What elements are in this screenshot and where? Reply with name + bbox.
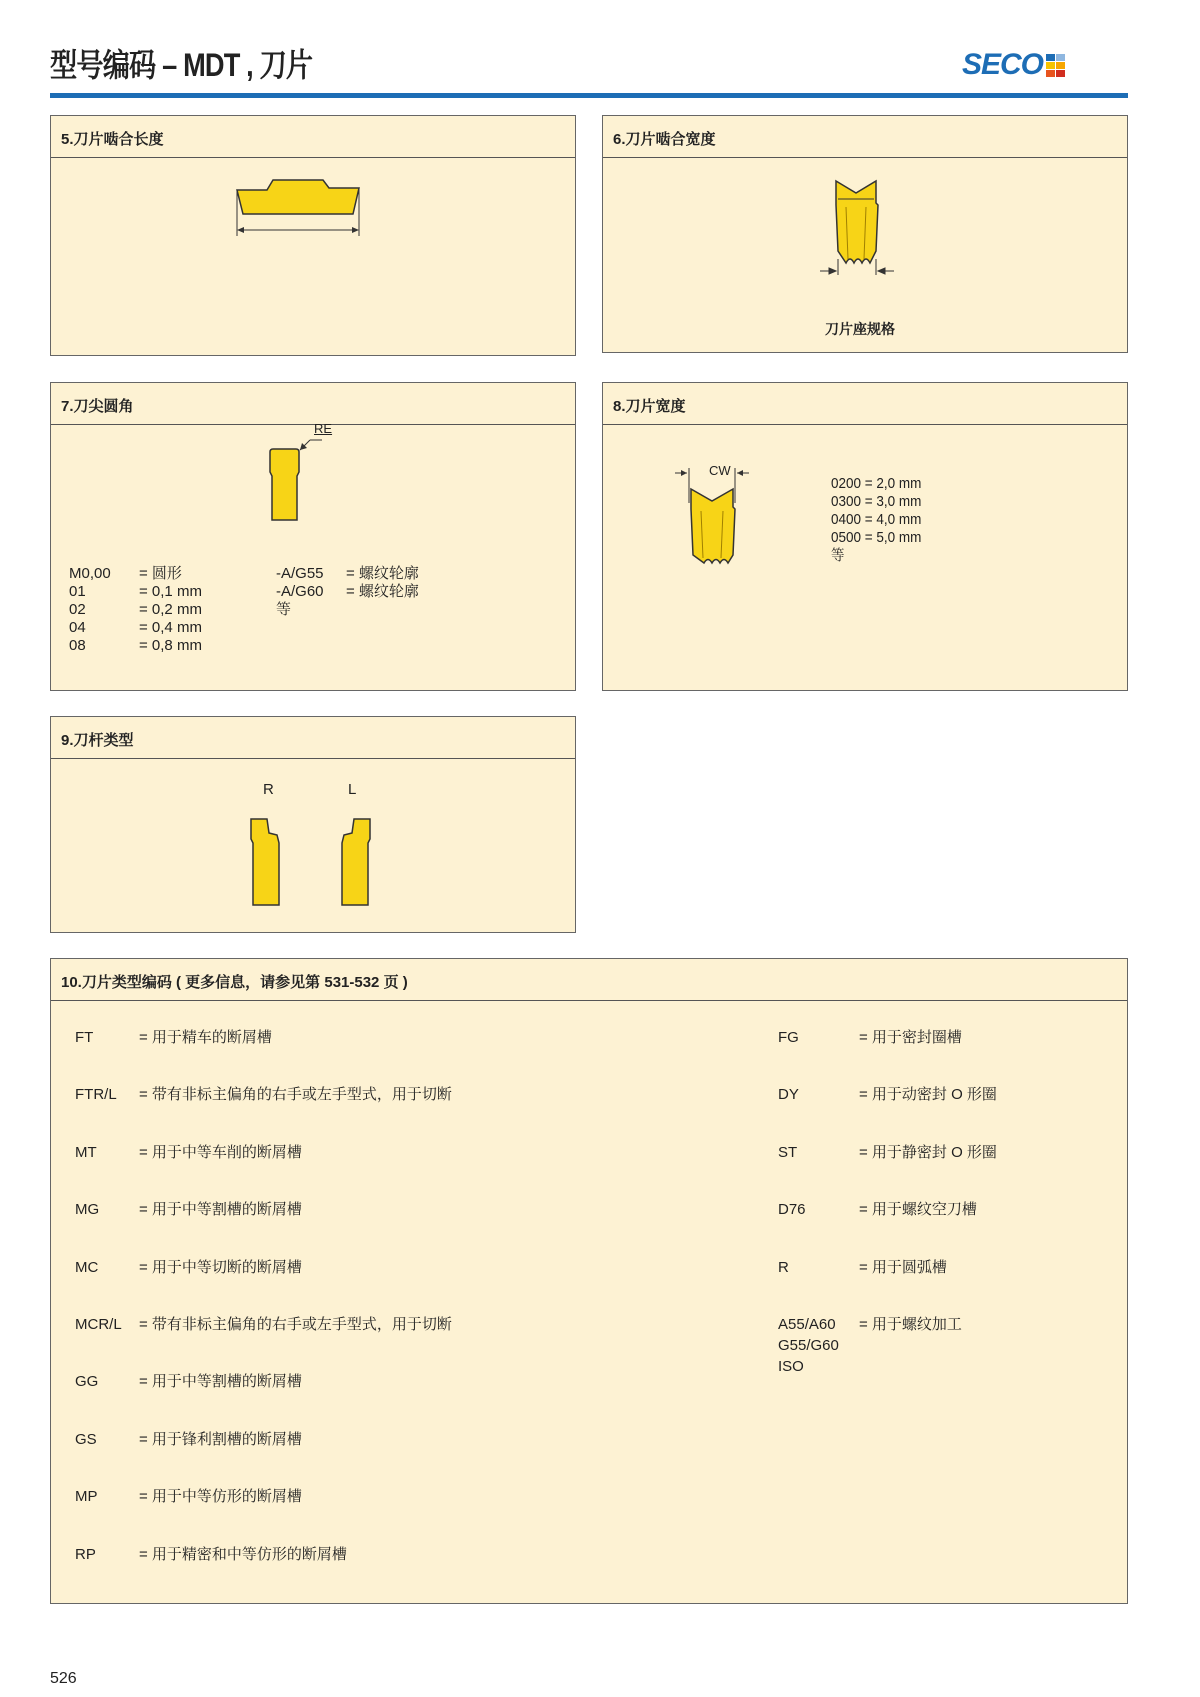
- section-10-title: 10.刀片类型编码 ( 更多信息，请参见第 531-532 页 ): [51, 959, 1127, 1001]
- chipbreaker-code: GG: [75, 1373, 99, 1391]
- seco-logo: [962, 48, 1065, 82]
- chipbreaker-desc: = 用于密封圈槽: [859, 1029, 962, 1046]
- chipbreaker-code: DY: [778, 1086, 799, 1104]
- section-9-title: 9.刀杆类型: [51, 717, 575, 759]
- section-7-panel: [50, 382, 576, 691]
- section-10-panel: [50, 958, 1128, 1604]
- thread-code: -A/G60: [276, 583, 324, 600]
- chipbreaker-code: FT: [75, 1029, 94, 1046]
- width-code: 0500 = 5,0 mm: [831, 529, 922, 546]
- section-5-panel: [50, 115, 576, 356]
- radius-desc-list: [139, 565, 202, 655]
- width-code: 0300 = 3,0 mm: [831, 493, 922, 510]
- radius-code: 02: [69, 601, 86, 618]
- chipbreaker-desc: = 用于中等割槽的断屑槽: [139, 1201, 302, 1219]
- insert-width-diagram: [808, 171, 908, 281]
- chipbreaker-desc: = 用于中等仿形的断屑槽: [139, 1488, 302, 1506]
- chipbreaker-desc: = 用于静密封 O 形圈: [859, 1143, 997, 1161]
- thread-desc-list: [346, 565, 419, 601]
- chipbreaker-code: MCR/L: [75, 1316, 122, 1333]
- section-5-title: 5.刀片啮合长度: [51, 116, 575, 158]
- chipbreaker-code: ST: [778, 1143, 798, 1161]
- chipbreaker-desc: = 用于中等割槽的断屑槽: [139, 1373, 302, 1391]
- radius-code-list: [69, 565, 111, 655]
- radius-code: 08: [69, 637, 86, 654]
- chipbreaker-code: MP: [75, 1488, 98, 1506]
- radius-code: 01: [69, 583, 86, 600]
- header-rule: [50, 93, 1128, 98]
- right-hand-insert-icon: [241, 813, 301, 913]
- page-number: 526: [50, 1670, 77, 1687]
- chipbreaker-code: MG: [75, 1201, 100, 1219]
- chipbreaker-code: RP: [75, 1545, 96, 1563]
- corner-radius-diagram: [266, 438, 346, 538]
- page-title: 型号编码 – MDT , 刀片: [50, 47, 313, 83]
- thread-code-list: [276, 565, 324, 619]
- thread-desc: = 螺纹轮廓: [346, 583, 419, 600]
- radius-desc: = 0,8 mm: [139, 637, 202, 654]
- holder-size-caption: 刀片座规格: [825, 321, 895, 337]
- left-hand-insert-icon: [326, 813, 386, 913]
- section-6-title: 6.刀片啮合宽度: [603, 116, 1127, 158]
- width-code: 0400 = 4,0 mm: [831, 511, 922, 528]
- section-7-title: 7.刀尖圆角: [51, 383, 575, 425]
- radius-desc: = 0,2 mm: [139, 601, 202, 618]
- chipbreaker-code: FG: [778, 1029, 799, 1046]
- insert-length-diagram: [231, 166, 391, 246]
- chipbreaker-code: A55/A60 G55/G60 ISO: [778, 1316, 839, 1375]
- chipbreaker-desc: = 用于螺纹加工: [859, 1316, 962, 1333]
- chipbreaker-desc: = 带有非标主偏角的右手或左手型式，用于切断: [139, 1316, 452, 1333]
- radius-desc: = 0,1 mm: [139, 583, 202, 600]
- section-8-panel: [602, 382, 1128, 691]
- chipbreaker-desc: = 用于精车的断屑槽: [139, 1029, 272, 1046]
- chipbreaker-desc: = 用于圆弧槽: [859, 1258, 947, 1276]
- chipbreaker-code: MC: [75, 1258, 99, 1276]
- chipbreaker-desc: = 用于螺纹空刀槽: [859, 1201, 977, 1219]
- width-code: 等: [831, 547, 845, 564]
- chipbreaker-code: MT: [75, 1143, 97, 1161]
- left-hand-label: L: [348, 781, 357, 798]
- chipbreaker-code: GS: [75, 1430, 97, 1448]
- radius-desc: = 0,4 mm: [139, 619, 202, 636]
- section-9-panel: [50, 716, 576, 933]
- chipbreaker-desc: = 带有非标主偏角的右手或左手型式，用于切断: [139, 1086, 452, 1104]
- section-6-panel: [602, 115, 1128, 353]
- logo-mark-icon: [1046, 54, 1065, 77]
- radius-code: 04: [69, 619, 86, 636]
- re-label: RE: [314, 421, 333, 436]
- chipbreaker-code: D76: [778, 1201, 806, 1219]
- chipbreaker-desc: = 用于锋利割槽的断屑槽: [139, 1430, 302, 1448]
- thread-code: 等: [276, 601, 292, 618]
- logo-text: SECO: [962, 48, 1044, 81]
- cw-label: CW: [709, 463, 731, 478]
- chipbreaker-desc: = 用于中等车削的断屑槽: [139, 1143, 302, 1161]
- chipbreaker-code: FTR/L: [75, 1086, 117, 1104]
- section-8-title: 8.刀片宽度: [603, 383, 1127, 425]
- thread-code: -A/G55: [276, 565, 324, 582]
- chipbreaker-desc: = 用于精密和中等仿形的断屑槽: [139, 1545, 347, 1563]
- chipbreaker-code: R: [778, 1258, 789, 1276]
- chipbreaker-desc: = 用于中等切断的断屑槽: [139, 1258, 302, 1276]
- chipbreaker-desc: = 用于动密封 O 形圈: [859, 1086, 997, 1104]
- width-code-list: [831, 475, 921, 565]
- right-hand-label: R: [263, 781, 274, 798]
- radius-code: M0,00: [69, 565, 111, 582]
- width-code: 0200 = 2,0 mm: [831, 475, 922, 492]
- insert-cw-diagram: [673, 463, 763, 573]
- thread-desc: = 螺纹轮廓: [346, 565, 419, 582]
- radius-desc: = 圆形: [139, 565, 182, 582]
